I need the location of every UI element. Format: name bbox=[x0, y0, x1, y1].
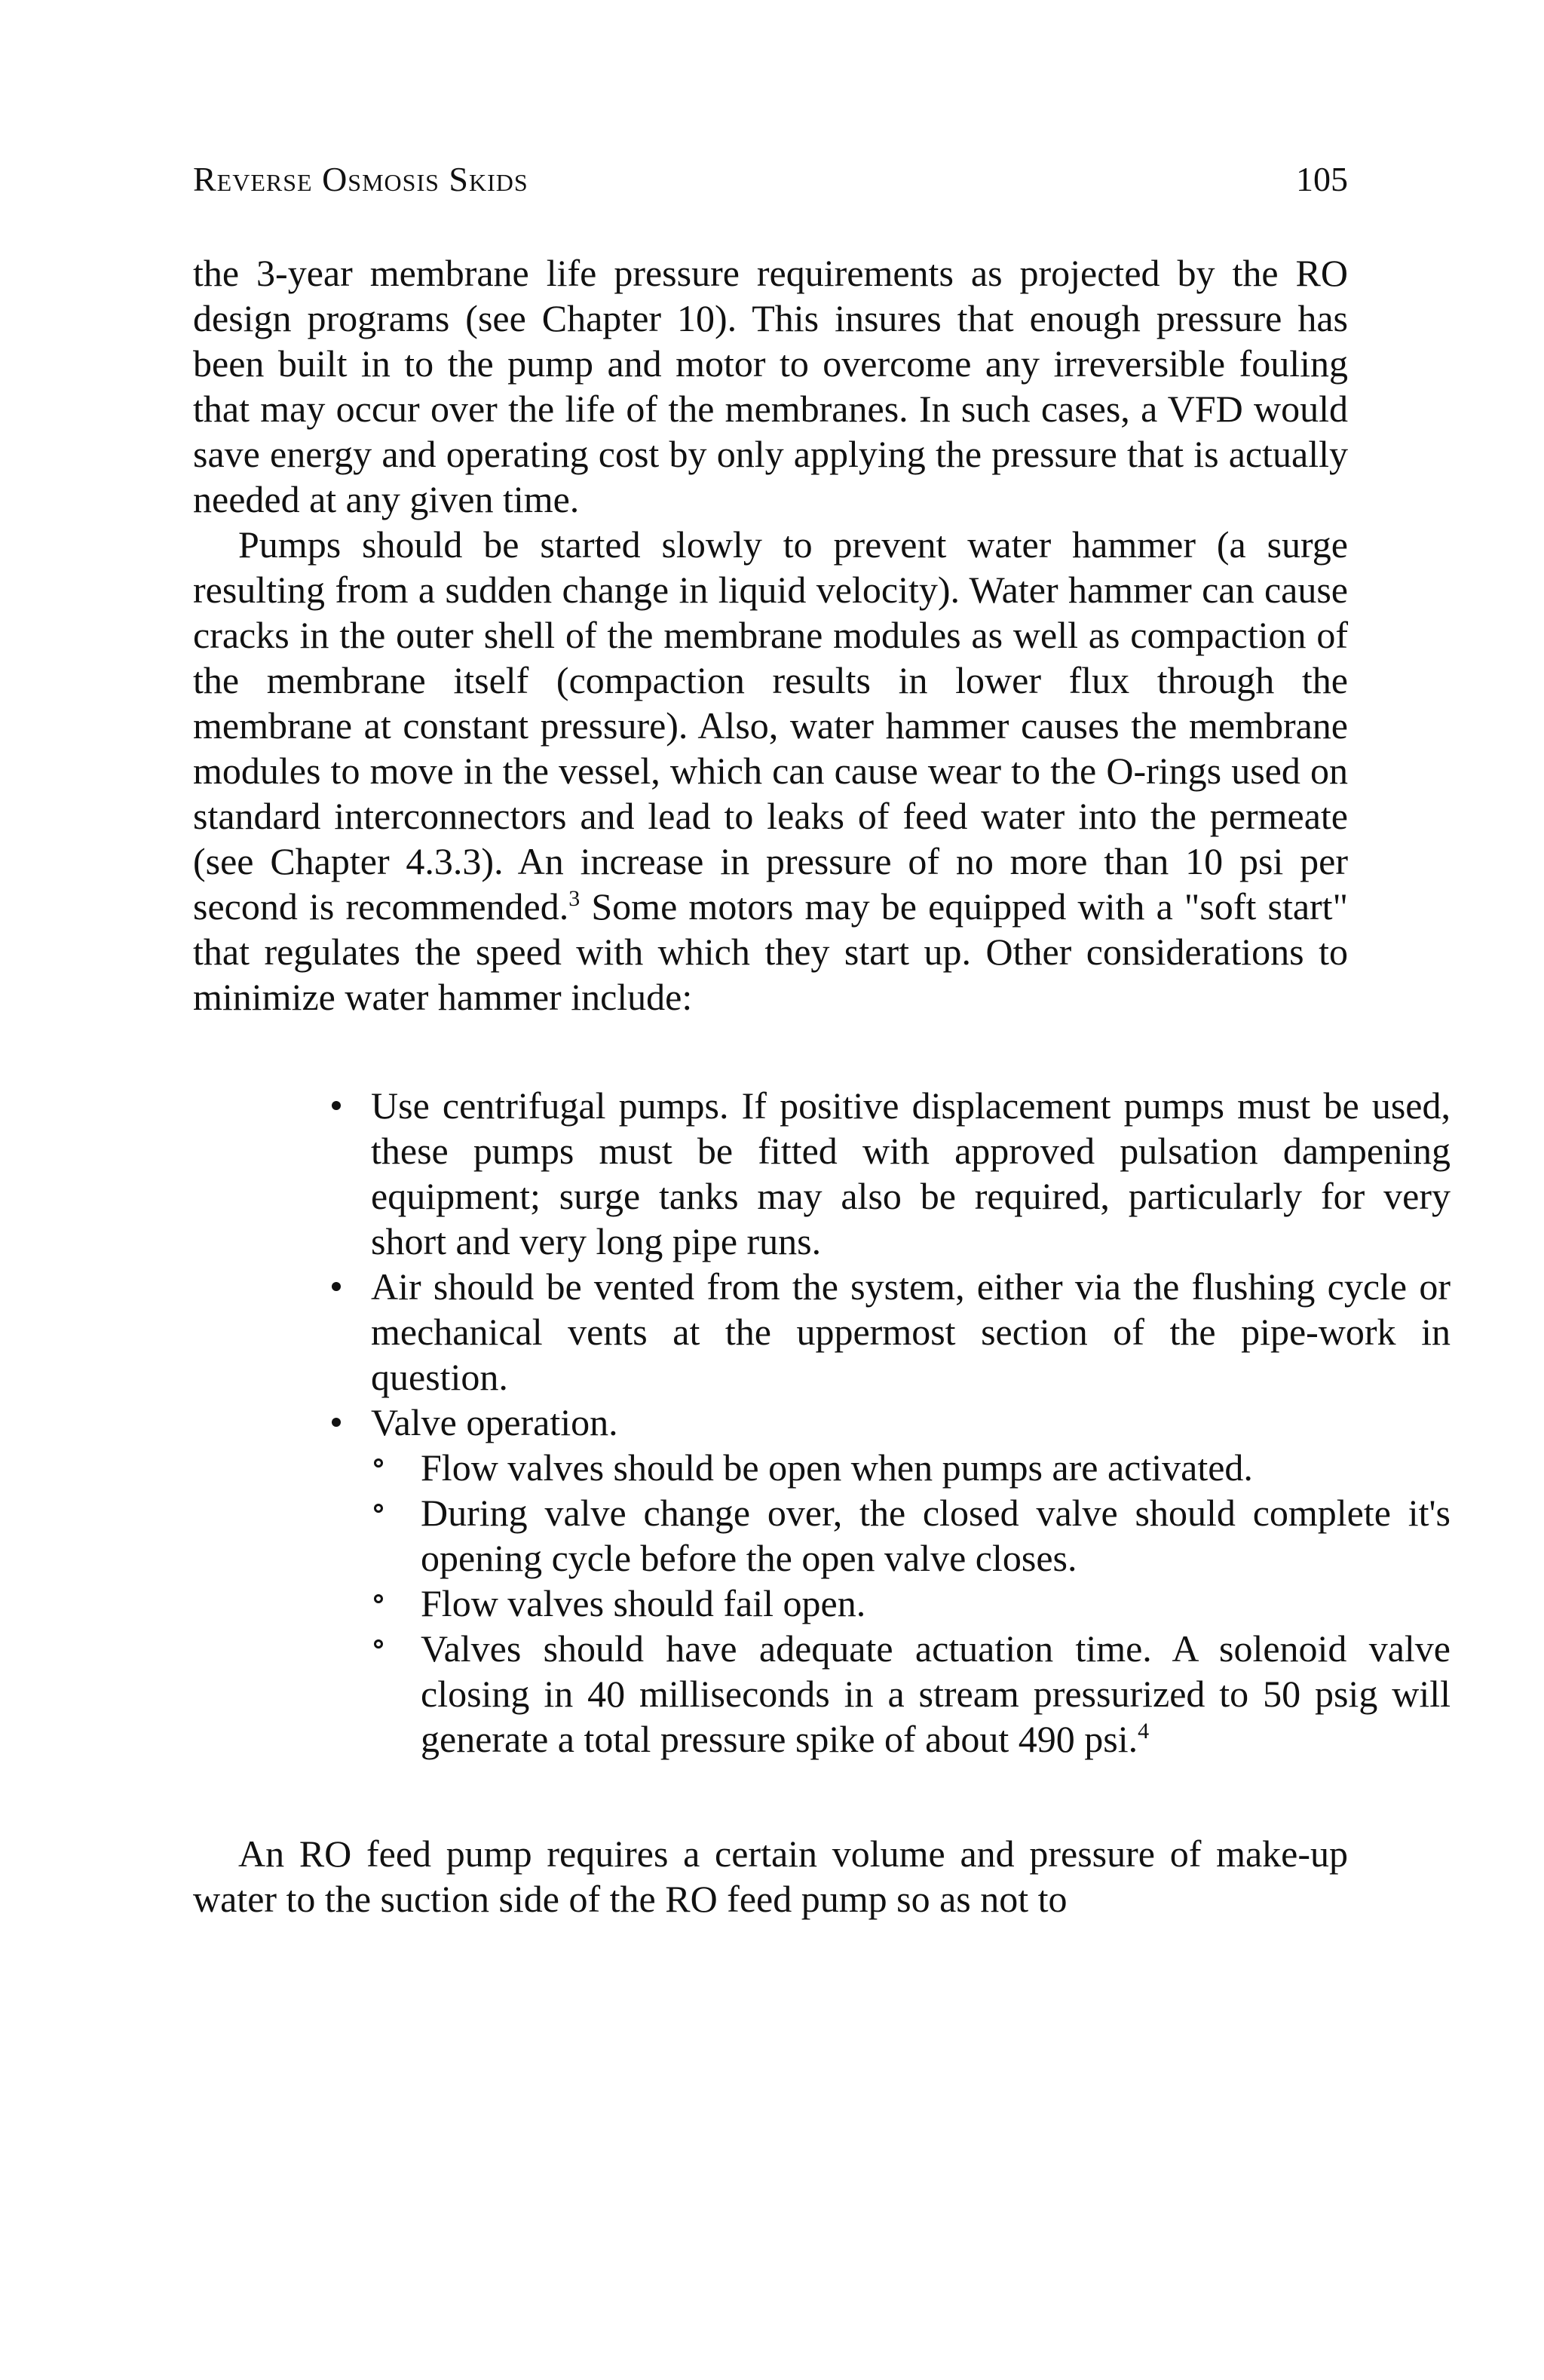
list-item: Valve operation. Flow valves should be open when pumps are activated. During valve change over, the closed valve should complete it's opening cycle before the open valve closes. Flow valves should fail open. Valves should have adequate actuation time. A solenoid valve closing in 40 milliseconds in a stream pressurized to 50 psig will generate a total pressure spike of about 490 psi.$^4$ bbox=[329, 1400, 1451, 1762]
body-text bbox=[193, 250, 1451, 1921]
paragraph-water-hammer: Pumps should be started slowly to prevent water hammer (a surge resulting from a sudden change in liquid velocity). Water hammer can cause cracks in the outer shell of the membrane modules as well as compaction of the membrane itself (compaction results in lower flux through the membrane at constant pressure). Also, water hammer causes the membrane modules to move in the vessel, which can cause wear to the O-rings used on standard interconnectors and lead to leaks of feed water into the permeate (see Chapter 4.3.3). An increase in pressure of no more than 10 psi per second is recommended.$^3$ Some motors may be equipped with a "soft start" that regulates the speed with which they start up. Other considerations to minimize water hammer include: bbox=[193, 523, 1348, 1018]
paragraph-continued: the 3-year membrane life pressure requirements as projected by the RO design programs (see Chapter 10). This insures that enough pressure has been built in to the pump and motor to overcome any irreversible fouling that may occur over the life of the membranes. In such cases, a VFD would save energy and operating cost by only applying the pressure that is actually needed at any given time. bbox=[193, 252, 1348, 520]
sub-list-item: During valve change over, the closed valve should complete it's opening cycle before the open valve closes. bbox=[371, 1490, 1451, 1581]
circle-bullet-icon bbox=[374, 1458, 383, 1468]
sub-list-item: Flow valves should fail open. bbox=[371, 1581, 1451, 1626]
footnote-ref-4: 4 bbox=[1138, 1719, 1150, 1744]
list-item: Use centrifugal pumps. If positive displacement pumps must be used, these pumps must be fitted with approved pulsation dampening equipment; surge tanks may also be required, particularly for very short and very long pipe runs. bbox=[329, 1083, 1451, 1264]
page-number: 105 bbox=[1296, 160, 1348, 198]
bullet-icon bbox=[332, 1282, 341, 1291]
running-header bbox=[193, 157, 1348, 202]
circle-bullet-icon bbox=[374, 1594, 383, 1603]
sub-list-item: Flow valves should be open when pumps are activated. bbox=[371, 1445, 1451, 1490]
list-item: Air should be vented from the system, either via the flushing cycle or mechanical vents at the uppermost section of the pipe-work in question. bbox=[329, 1264, 1451, 1400]
bullet-icon bbox=[332, 1418, 341, 1427]
paragraph-feed-pump: An RO feed pump requires a certain volume and pressure of make-up water to the suction side of the RO feed pump so as not to bbox=[193, 1833, 1348, 1920]
running-title: Reverse Osmosis Skids bbox=[193, 160, 528, 198]
considerations-list bbox=[193, 1083, 1451, 1762]
valve-operation-sublist bbox=[371, 1445, 1451, 1762]
footnote-ref-3: 3 bbox=[568, 886, 581, 911]
circle-bullet-icon bbox=[374, 1504, 383, 1513]
circle-bullet-icon bbox=[374, 1639, 383, 1649]
sub-list-item: Valves should have adequate actuation time. A solenoid valve closing in 40 milliseconds in a stream pressurized to 50 psig will generate a total pressure spike of about 490 psi.$^4$ bbox=[371, 1626, 1451, 1762]
bullet-icon bbox=[332, 1101, 341, 1110]
